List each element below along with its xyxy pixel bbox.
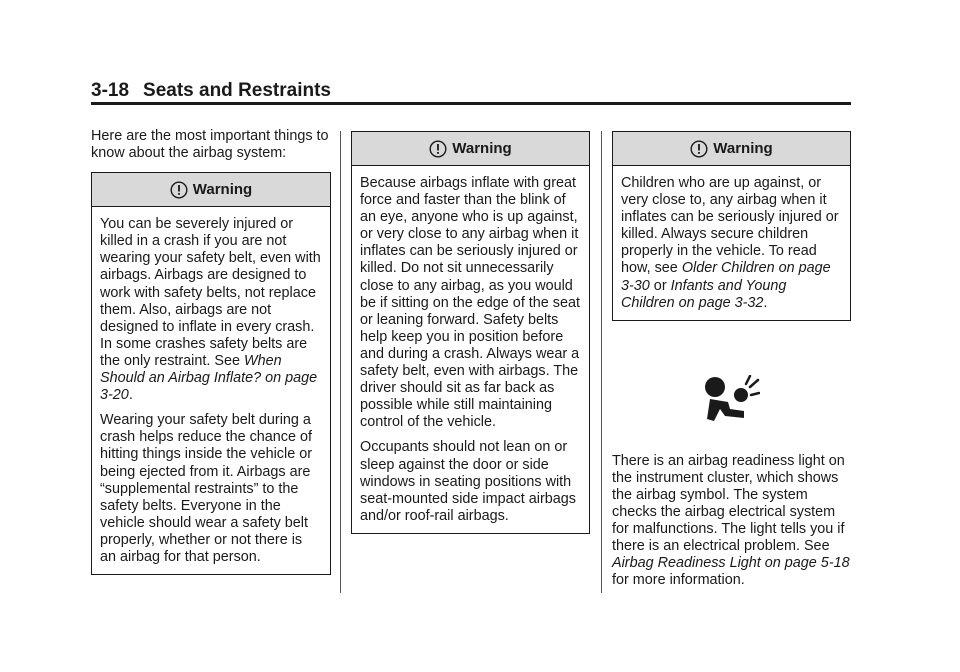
warning-paragraph [100,216,322,404]
cross-reference: Older Children on page 3-30 [621,260,831,294]
warning-header [92,173,330,207]
connector-text: or [649,277,671,294]
page-number: 3-18 [91,80,130,101]
warning-icon [690,140,708,158]
warning-box [351,131,590,534]
body-text: There is an airbag readiness light on the instrument cluster, which shows the airbag symbol. The system checks the airbag electrical system for malfunctions. The light tells you if there is an electrical problem. See [612,452,845,555]
warning-text: You can be severely injured or killed in a crash if you are not wearing your safety belt, even with airbags. Airbags are designed to work with safety belts, not replace them. Also, airbags are not designed to inflate in every crash. In some crashes safety belts are the only restraint. See [100,216,321,369]
warning-body [92,207,330,574]
warning-icon [429,140,447,158]
cross-reference: When Should an Airbag Inflate? on page 3-20 [100,352,318,404]
punctuation: . [128,387,133,404]
warning-body [613,166,850,320]
airbag-icon-container [612,375,851,425]
column-3 [612,131,851,590]
warning-paragraph: Wearing your safety belt during a crash helps reduce the chance of hitting things inside the vehicle or being ejected from it. Airbags are “supplemental restraints” to the safety belts. Everyone in the vehicle should wear a safety belt properly, whether or not there is an airbag for that person. [100,412,312,565]
airbag-readiness-icon [704,375,760,425]
warning-body [352,166,589,533]
warning-title: Warning [192,181,253,199]
cross-reference: Infants and Young Children on page 3-32 [621,277,787,311]
punctuation: . [763,294,768,311]
header-rule [91,102,851,105]
column-2 [351,131,590,534]
column-1 [91,128,331,575]
cross-reference: Airbag Readiness Light on page 5-18 [612,555,850,572]
warning-header [613,132,850,166]
page-header [91,80,851,102]
warning-title: Warning [713,139,773,157]
column-divider [340,131,341,593]
warning-paragraph: Occupants should not lean on or sleep against the door or side windows in seating positions with seat-mounted side impact airbags and/or roof-rail airbags. [360,439,576,524]
body-text-end: for more information. [612,572,745,589]
intro-text: Here are the most important things to know about the airbag system: [91,128,329,162]
airbag-light-paragraph [612,453,851,590]
warning-text: Children who are up against, or very close to, any airbag when it inflates can be seriously injured or killed. Always secure children properly in the vehicle. To read how, see [621,175,839,277]
warning-box [91,172,331,575]
warning-title: Warning [452,139,512,157]
warning-header [352,132,589,166]
warning-box [612,131,851,321]
warning-icon [170,181,188,199]
section-title: Seats and Restraints [143,80,331,101]
column-divider [601,131,602,593]
warning-paragraph: Because airbags inflate with great force and faster than the blink of an eye, anyone who is up against, or very close to any airbag when it inflates can be seriously injured or killed. Do not sit unnecessarily close to any airbag, as you would be if sitting on the edge of the seat or leaning forward. Safety belts help keep you in position before and during a crash. Always wear a safety belt, even with airbags. The driver should sit as far back as possible while still maintaining control of the vehicle. [360,175,581,431]
warning-paragraph [621,175,842,312]
